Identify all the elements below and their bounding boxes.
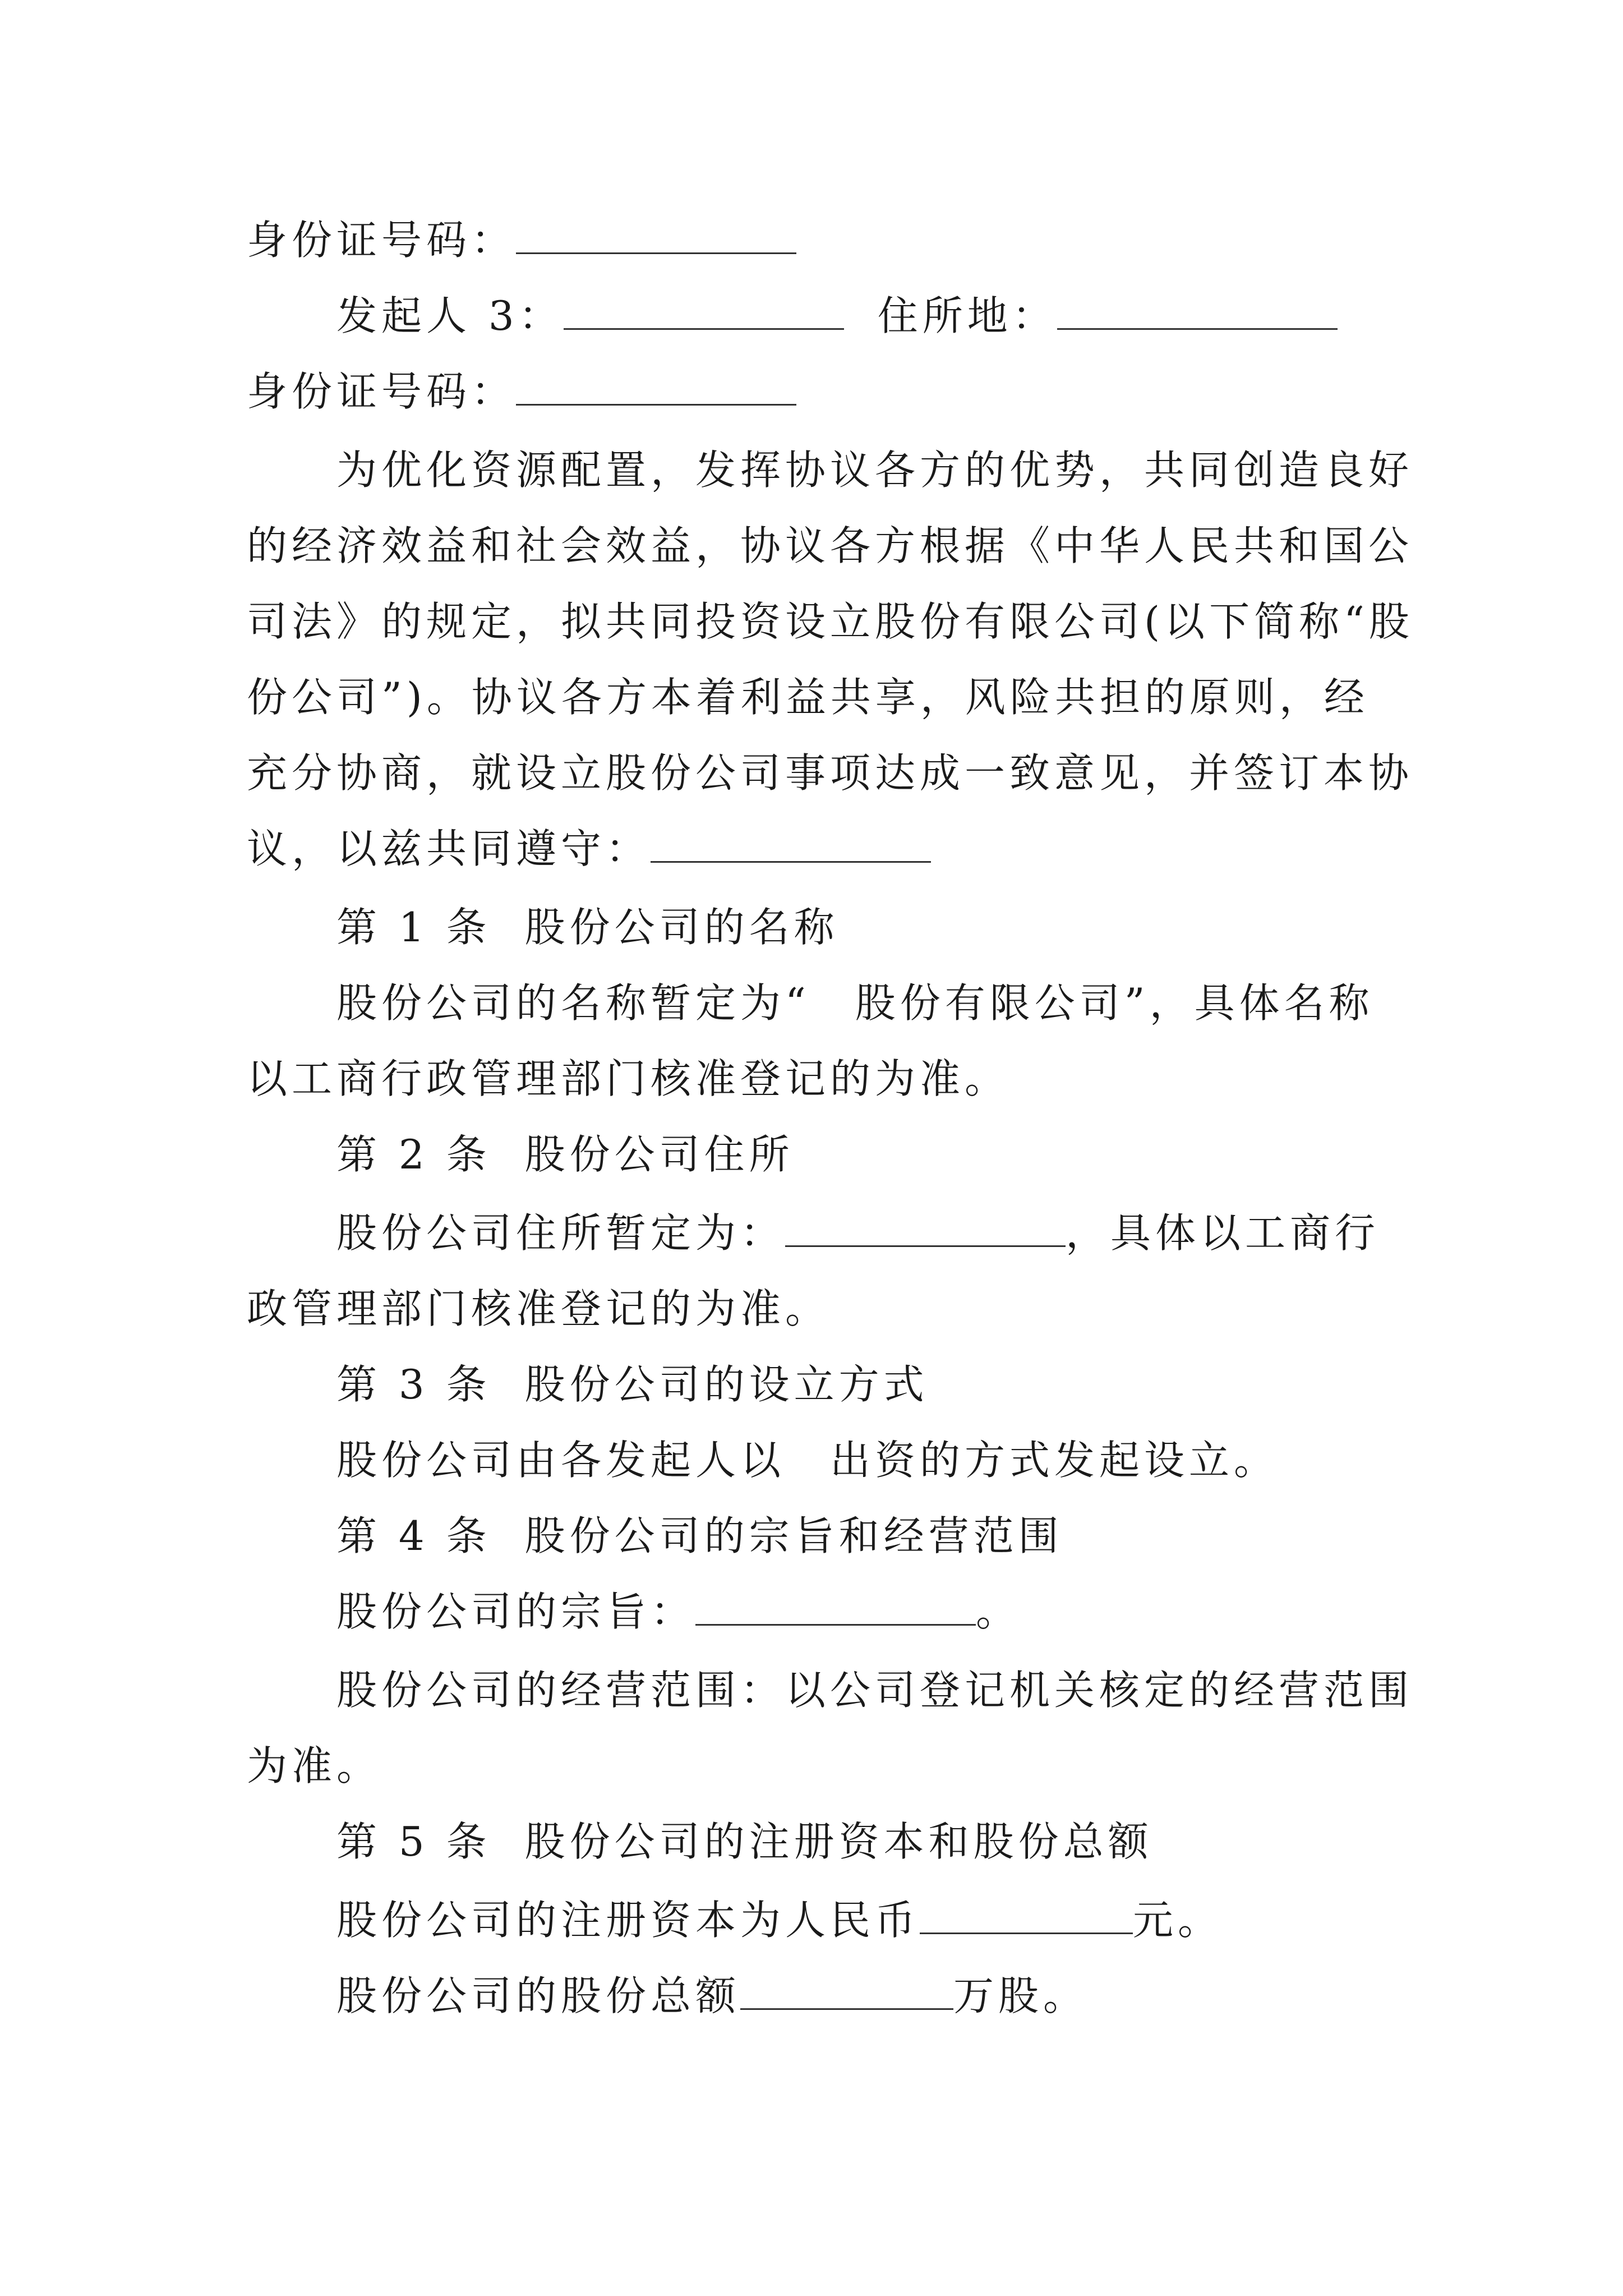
id-number-label: 身份证号码： [247, 217, 517, 264]
preamble-line-4: 份公司”)。协议各方本着利益共享，风险共担的原则，经 [247, 674, 1369, 721]
article-4-line-1 [336, 1585, 1481, 1639]
total-shares-label: 股份公司的股份总额 [336, 1972, 741, 2019]
article-5-line-1 [336, 1893, 1481, 1947]
article-number: 第 2 条 [336, 1131, 491, 1178]
address-blank[interactable] [1057, 291, 1338, 330]
residence-suffix: ，具体以工商行 [1066, 1209, 1380, 1257]
id-number-line-3 [247, 365, 1391, 418]
article-4-line-2: 股份公司的经营范围：以公司登记机关核定的经营范围 [336, 1667, 1414, 1714]
preamble-line-3: 司法》的规定，拟共同投资设立股份有限公司(以下简称“股 [247, 598, 1414, 645]
article-title: 股份公司的宗旨和经营范围 [524, 1512, 1063, 1559]
article-number: 第 5 条 [336, 1818, 491, 1865]
registered-capital-blank[interactable] [920, 1895, 1133, 1934]
article-5-heading [336, 1815, 1481, 1869]
preamble-line-2: 的经济效益和社会效益，协议各方根据《中华人民共和国公 [247, 522, 1414, 569]
article-1-heading [336, 900, 1481, 954]
article-2-line-2: 政管理部门核准登记的为准。 [247, 1285, 831, 1332]
id-number-blank[interactable] [516, 367, 796, 406]
article-number: 第 3 条 [336, 1361, 491, 1408]
promoter-3-line [336, 289, 1481, 343]
article-number: 第 1 条 [336, 904, 491, 951]
preamble-line-5: 充分协商，就设立股份公司事项达成一致意见，并签订本协 [247, 749, 1414, 797]
promoter-3-label: 发起人 3： [336, 292, 564, 339]
total-shares-blank[interactable] [740, 1971, 953, 2010]
article-title: 股份公司的注册资本和股份总额 [524, 1818, 1153, 1865]
registered-capital-suffix: 元。 [1133, 1897, 1223, 1944]
residence-blank[interactable] [785, 1208, 1066, 1247]
article-3-heading [336, 1358, 1481, 1411]
article-1-line-1: 股份公司的名称暂定为“ 股份有限公司”，具体名称 [336, 979, 1374, 1027]
preamble-blank[interactable] [651, 824, 931, 863]
preamble-text: 议，以兹共同遵守： [247, 825, 651, 872]
article-2-line-1 [336, 1206, 1481, 1260]
article-4-heading [336, 1509, 1481, 1563]
id-number-label: 身份证号码： [247, 368, 517, 415]
id-number-line-2 [247, 213, 1391, 267]
article-title: 股份公司的设立方式 [524, 1361, 929, 1408]
article-number: 第 4 条 [336, 1512, 491, 1559]
article-title: 股份公司的名称 [524, 904, 839, 951]
id-number-blank[interactable] [516, 215, 796, 254]
article-3-line-1: 股份公司由各发起人以 出资的方式发起设立。 [336, 1437, 1279, 1484]
article-4-line-3: 为准。 [247, 1742, 382, 1789]
address-label: 住所地： [877, 292, 1057, 339]
article-title: 股份公司住所 [524, 1131, 794, 1178]
article-1-line-2: 以工商行政管理部门核准登记的为准。 [247, 1055, 1010, 1102]
article-5-line-2 [336, 1969, 1481, 2023]
promoter-3-blank[interactable] [564, 291, 844, 330]
preamble-line-1: 为优化资源配置，发挥协议各方的优势，共同创造良好 [336, 447, 1414, 494]
purpose-label: 股份公司的宗旨： [336, 1588, 696, 1635]
total-shares-suffix: 万股。 [953, 1972, 1089, 2019]
article-2-heading [336, 1128, 1481, 1181]
preamble-line-6 [247, 822, 1391, 876]
residence-label: 股份公司住所暂定为： [336, 1209, 786, 1257]
registered-capital-label: 股份公司的注册资本为人民币 [336, 1897, 920, 1944]
purpose-suffix: 。 [976, 1588, 1021, 1635]
purpose-blank[interactable] [695, 1587, 976, 1626]
